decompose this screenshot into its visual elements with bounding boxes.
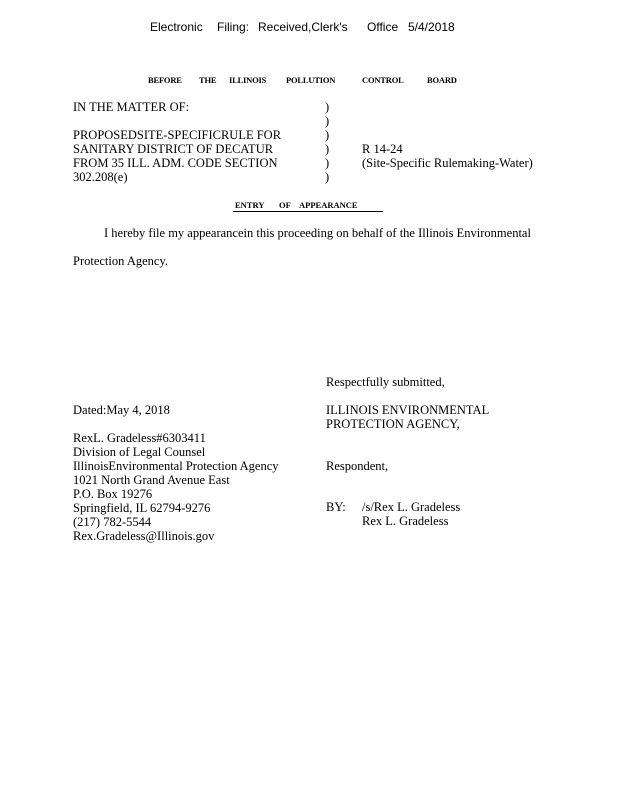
header-word-received: Received,Clerk's	[258, 20, 348, 34]
contact-phone: (217) 782-5544	[73, 515, 152, 529]
board-word-the: THE	[199, 75, 217, 85]
body-line-1: I hereby file my appearancein this proceeding on behalf of the Illinois Environmental	[104, 226, 531, 240]
board-word-control: CONTROL	[362, 75, 404, 85]
signature-lines	[362, 500, 460, 528]
caption-spacer	[73, 114, 281, 128]
contact-po-box: P.O. Box 19276	[73, 487, 153, 501]
docket-description: (Site-Specific Rulemaking-Water)	[362, 156, 533, 170]
caption-line-1: PROPOSEDSITE-SPECIFICRULE FOR	[73, 128, 282, 142]
closing: Respectfully submitted,	[326, 375, 445, 389]
electronic-signature: /s/Rex L. Gradeless	[362, 500, 461, 514]
by-label: BY:	[326, 500, 346, 514]
board-word-before: BEFORE	[148, 75, 182, 85]
docket-number: R 14-24	[362, 142, 403, 156]
dated-label: Dated:	[73, 403, 107, 417]
dated	[73, 403, 170, 417]
respondent: Respondent,	[326, 459, 389, 473]
paren: )	[325, 156, 330, 170]
header-word-office: Office	[367, 20, 399, 34]
case-caption	[73, 100, 281, 184]
board-word-pollution: POLLUTION	[286, 75, 336, 85]
dated-value: May 4, 2018	[106, 403, 170, 417]
board-word-board: BOARD	[427, 75, 457, 85]
header-word-electronic: Electronic	[150, 20, 203, 34]
body-line-2: Protection Agency.	[73, 254, 169, 268]
paren: )	[325, 128, 330, 142]
header-word-filing: Filing:	[217, 20, 250, 34]
agency-name	[326, 403, 489, 431]
contact-block	[73, 431, 279, 543]
entry-word-entry: ENTRY	[235, 200, 265, 210]
contact-city: Springfield, IL 62794-9276	[73, 501, 211, 515]
in-the-matter-of: IN THE MATTER OF:	[73, 100, 190, 114]
contact-division: Division of Legal Counsel	[73, 445, 206, 459]
contact-name: RexL. Gradeless#6303411	[73, 431, 206, 445]
contact-agency: IllinoisEnvironmental Protection Agency	[73, 459, 279, 473]
caption-line-2: SANITARY DISTRICT OF DECATUR	[73, 142, 274, 156]
agency-line-1: ILLINOIS ENVIRONMENTAL	[326, 403, 490, 417]
entry-title-underline	[233, 211, 383, 212]
signer-name: Rex L. Gradeless	[362, 514, 449, 528]
header-date: 5/4/2018	[408, 20, 455, 34]
paren: )	[325, 100, 330, 114]
caption-parens	[325, 100, 329, 184]
board-word-illinois: ILLINOIS	[229, 75, 267, 85]
contact-street: 1021 North Grand Avenue East	[73, 473, 230, 487]
paren: )	[325, 114, 330, 128]
entry-word-appearance: APPEARANCE	[299, 200, 358, 210]
docket-info	[362, 142, 533, 170]
paren: )	[325, 170, 330, 184]
entry-word-of: OF	[279, 200, 291, 210]
paren: )	[325, 142, 330, 156]
caption-line-4: 302.208(e)	[73, 170, 128, 184]
caption-line-3: FROM 35 ILL. ADM. CODE SECTION	[73, 156, 278, 170]
agency-line-2: PROTECTION AGENCY,	[326, 417, 460, 431]
contact-email: Rex.Gradeless@Illinois.gov	[73, 529, 215, 543]
